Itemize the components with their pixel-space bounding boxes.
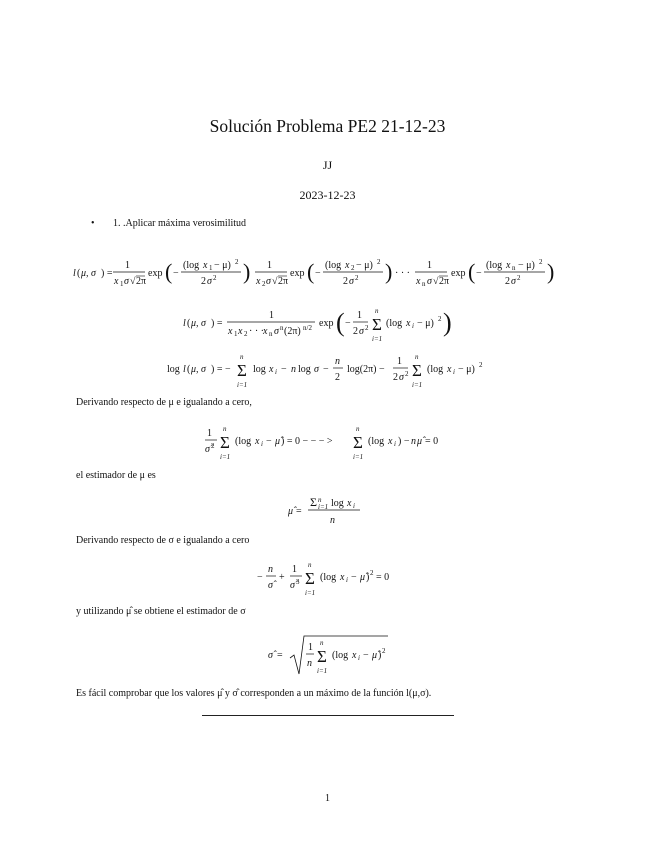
- svg-text:1: 1: [291, 564, 297, 575]
- svg-text:σ: σ: [426, 276, 432, 287]
- svg-text:1: 1: [396, 356, 402, 367]
- svg-text:2: 2: [210, 442, 214, 450]
- svg-text:2: 2: [437, 315, 441, 323]
- svg-text:μ, σ: μ, σ: [190, 318, 206, 329]
- svg-text:): ): [365, 572, 369, 583]
- svg-text:x: x: [351, 650, 356, 661]
- svg-text:(: (: [164, 259, 172, 284]
- svg-text:Σ: Σ: [316, 647, 327, 666]
- svg-text:· · ·: · · ·: [394, 268, 410, 279]
- document-author: JJ: [322, 158, 333, 172]
- svg-text:1: 1: [266, 260, 272, 271]
- svg-text:(: (: [306, 259, 314, 284]
- svg-text:) = −: ) = −: [210, 364, 231, 375]
- svg-text:(log: (log: [331, 650, 348, 661]
- svg-text:i=1: i=1: [411, 381, 422, 389]
- svg-text:σ: σ: [265, 276, 271, 287]
- svg-text:1: 1: [206, 428, 212, 439]
- svg-text:2π: 2π: [277, 276, 288, 287]
- svg-text:2: 2: [376, 258, 380, 266]
- svg-text:x: x: [227, 326, 232, 337]
- svg-text:): ): [546, 259, 554, 284]
- svg-text:n: n: [355, 425, 359, 433]
- svg-text:2: 2: [364, 324, 368, 332]
- svg-text:σ: σ: [358, 326, 364, 337]
- svg-text:= 0: = 0: [424, 436, 438, 447]
- svg-text:(log: (log: [426, 364, 443, 375]
- svg-text:1: 1: [119, 280, 123, 288]
- svg-text:l: l: [182, 364, 186, 375]
- svg-text:−: −: [475, 268, 482, 279]
- svg-text:2: 2: [478, 361, 482, 369]
- equation-mu-hat: [0, 494, 655, 528]
- svg-text:n: n: [290, 364, 296, 375]
- svg-text:): ): [242, 259, 250, 284]
- svg-text:) −: ) −: [397, 436, 409, 447]
- svg-text:1: 1: [124, 260, 130, 271]
- svg-text:2: 2: [516, 274, 520, 282]
- svg-text:μ̂: μ̂: [359, 572, 365, 583]
- svg-text:√: √: [129, 276, 135, 287]
- svg-text:n: n: [421, 280, 425, 288]
- svg-text:exp: exp: [289, 268, 304, 279]
- svg-text:1: 1: [268, 310, 274, 321]
- svg-text:2: 2: [342, 276, 348, 287]
- svg-text:i: i: [274, 368, 277, 376]
- svg-text:=: =: [276, 650, 283, 661]
- svg-text:− μ): − μ): [517, 260, 535, 271]
- svg-text:n: n: [267, 564, 273, 575]
- svg-text:x: x: [113, 276, 118, 287]
- svg-text:Σ: Σ: [352, 433, 363, 452]
- paragraph-derive-sigma: Derivando respecto de σ e igualando a cero: [76, 535, 250, 546]
- equation-derivative-sigma: [0, 560, 655, 600]
- svg-text:2: 2: [354, 274, 358, 282]
- svg-text:x: x: [405, 318, 410, 329]
- svg-text:x: x: [339, 572, 344, 583]
- svg-text:−: −: [280, 364, 287, 375]
- svg-text:i=1: i=1: [316, 667, 327, 675]
- svg-text:(2π): (2π): [283, 326, 301, 337]
- svg-text:2: 2: [538, 258, 542, 266]
- svg-text:2: 2: [234, 258, 238, 266]
- horizontal-rule: [202, 715, 454, 716]
- svg-text:− μ): − μ): [355, 260, 373, 271]
- svg-text:σ: σ: [273, 326, 279, 337]
- svg-text:Σ: Σ: [309, 495, 317, 509]
- svg-text:l: l: [72, 268, 76, 279]
- svg-text:i=1: i=1: [304, 589, 315, 597]
- svg-text:−: −: [256, 572, 263, 583]
- svg-text:(log: (log: [319, 572, 336, 583]
- paragraph-derive-mu: Derivando respecto de μ e igualando a cero,: [76, 397, 252, 408]
- equation-derivative-mu: [0, 424, 655, 464]
- svg-text:2: 2: [350, 264, 354, 272]
- svg-text:) =: ) =: [210, 318, 222, 329]
- svg-text:i: i: [345, 576, 348, 584]
- svg-text:x: x: [346, 498, 351, 509]
- svg-text:1: 1: [356, 310, 362, 321]
- svg-text:i: i: [260, 440, 263, 448]
- page-number: 1: [325, 793, 330, 804]
- svg-text:− μ): − μ): [457, 364, 475, 375]
- svg-text:σ: σ: [123, 276, 129, 287]
- svg-text:Σ: Σ: [219, 433, 230, 452]
- svg-text:x: x: [237, 326, 242, 337]
- svg-text:= 0: = 0: [375, 572, 389, 583]
- svg-text:1: 1: [233, 330, 237, 338]
- svg-text:2: 2: [352, 326, 358, 337]
- svg-text:n: n: [410, 436, 416, 447]
- svg-text:exp: exp: [450, 268, 465, 279]
- svg-text:2: 2: [334, 372, 340, 383]
- svg-text:(log: (log: [485, 260, 502, 271]
- svg-text:+: +: [278, 572, 285, 583]
- svg-text:Σ: Σ: [304, 569, 315, 588]
- svg-text:(: (: [186, 364, 190, 375]
- svg-text:x: x: [344, 260, 349, 271]
- svg-text:): ): [384, 259, 392, 284]
- svg-text:−: −: [362, 650, 369, 661]
- svg-text:σ: σ: [398, 372, 404, 383]
- svg-text:μ̂: μ̂: [371, 650, 377, 661]
- svg-text:σ̂: σ̂: [267, 650, 273, 661]
- svg-text:1: 1: [307, 642, 313, 653]
- svg-text:3: 3: [295, 578, 299, 586]
- svg-text:σ: σ: [206, 276, 212, 287]
- svg-text:n: n: [317, 496, 321, 504]
- list-item: [91, 218, 246, 229]
- equation-likelihood-compact: [0, 302, 655, 346]
- svg-text:−: −: [344, 318, 351, 329]
- svg-text:x: x: [262, 326, 267, 337]
- svg-text:σ̂: σ̂: [204, 444, 210, 455]
- svg-text:n: n: [222, 425, 226, 433]
- list-item-text: 1. .Aplicar máxima verosimilitud: [113, 218, 247, 229]
- svg-text:2: 2: [243, 330, 247, 338]
- bullet-icon: •: [91, 218, 95, 229]
- document-date: 2023-12-23: [299, 188, 356, 202]
- svg-text:i=1: i=1: [236, 381, 247, 389]
- svg-text:(: (: [76, 268, 80, 279]
- svg-text:2: 2: [212, 274, 216, 282]
- svg-text:n: n: [307, 561, 311, 569]
- svg-text:x: x: [254, 436, 259, 447]
- svg-text:x: x: [268, 364, 273, 375]
- svg-text:x: x: [446, 364, 451, 375]
- svg-text:log: log: [252, 364, 266, 375]
- document-title: Solución Problema PE2 21-12-23: [209, 116, 446, 136]
- svg-text:): ): [442, 308, 452, 337]
- svg-text:σ: σ: [510, 276, 516, 287]
- svg-text:log(2π) −: log(2π) −: [346, 364, 385, 375]
- svg-text:μ̂: μ̂: [416, 436, 422, 447]
- svg-text:n: n: [414, 353, 418, 361]
- svg-text:exp: exp: [318, 318, 333, 329]
- paragraph-estimator-mu: el estimador de μ es: [76, 470, 156, 481]
- svg-text:μ, σ: μ, σ: [80, 268, 96, 279]
- svg-text:Σ: Σ: [411, 361, 422, 380]
- svg-text:i: i: [411, 322, 414, 330]
- svg-text:Σ: Σ: [371, 315, 382, 334]
- svg-text:2π: 2π: [438, 276, 449, 287]
- svg-text:2: 2: [369, 569, 373, 577]
- svg-text:i: i: [393, 440, 396, 448]
- svg-text:σ̂: σ̂: [289, 580, 295, 591]
- svg-text:(log: (log: [367, 436, 384, 447]
- svg-text:2: 2: [200, 276, 206, 287]
- svg-text:μ, σ: μ, σ: [190, 364, 206, 375]
- svg-text:σ: σ: [313, 364, 319, 375]
- svg-text:√: √: [432, 276, 438, 287]
- equation-sigma-hat: [0, 632, 655, 678]
- equation-likelihood-product: [0, 252, 655, 294]
- svg-text:=: =: [295, 506, 302, 517]
- svg-text:−: −: [265, 436, 272, 447]
- svg-text:n: n: [306, 658, 312, 669]
- svg-text:exp: exp: [147, 268, 162, 279]
- svg-text:n: n: [239, 353, 243, 361]
- svg-text:− μ): − μ): [416, 318, 434, 329]
- svg-text:(: (: [335, 308, 345, 337]
- svg-text:(log: (log: [385, 318, 402, 329]
- svg-text:−: −: [314, 268, 321, 279]
- svg-text:log: log: [330, 498, 344, 509]
- svg-text:i=1: i=1: [352, 453, 363, 461]
- svg-text:2: 2: [261, 280, 265, 288]
- svg-text:−: −: [350, 572, 357, 583]
- svg-text:1: 1: [426, 260, 432, 271]
- svg-text:n: n: [334, 356, 340, 367]
- svg-text:): ): [377, 650, 381, 661]
- svg-text:−: −: [172, 268, 179, 279]
- svg-text:√: √: [271, 276, 277, 287]
- svg-text:i=1: i=1: [371, 335, 382, 343]
- svg-text:(log: (log: [324, 260, 341, 271]
- svg-text:(: (: [186, 318, 190, 329]
- equation-log-likelihood: [0, 352, 655, 392]
- svg-text:n: n: [279, 324, 283, 332]
- svg-text:x: x: [202, 260, 207, 271]
- svg-text:n: n: [329, 515, 335, 526]
- svg-text:σ: σ: [348, 276, 354, 287]
- svg-text:i=1: i=1: [317, 503, 328, 511]
- svg-text:(log: (log: [234, 436, 251, 447]
- svg-text:i: i: [352, 502, 355, 510]
- paragraph-conclusion: Es fácil comprobar que los valores μ̂ y σ̂ corresponden a un máximo de la función l(μ,σ).: [76, 688, 432, 699]
- svg-text:x: x: [505, 260, 510, 271]
- svg-text:log: log: [297, 364, 311, 375]
- svg-text:1: 1: [208, 264, 212, 272]
- svg-text:n: n: [268, 330, 272, 338]
- svg-text:2π: 2π: [135, 276, 146, 287]
- svg-text:) =: ) =: [100, 268, 112, 279]
- svg-text:− μ): − μ): [213, 260, 231, 271]
- svg-text:(: (: [467, 259, 475, 284]
- svg-text:−: −: [322, 364, 329, 375]
- svg-text:μ̂: μ̂: [287, 506, 293, 517]
- svg-text:x: x: [255, 276, 260, 287]
- svg-text:μ̂: μ̂: [274, 436, 280, 447]
- svg-text:n/2: n/2: [302, 324, 312, 332]
- svg-text:σ̂: σ̂: [267, 580, 273, 591]
- svg-text:n: n: [511, 264, 515, 272]
- svg-text:i=1: i=1: [219, 453, 230, 461]
- svg-text:log: log: [166, 364, 180, 375]
- svg-text:x: x: [415, 276, 420, 287]
- svg-text:Σ: Σ: [236, 361, 247, 380]
- svg-text:n: n: [319, 639, 323, 647]
- svg-text:) = 0 − − − >: ) = 0 − − − >: [280, 436, 333, 447]
- svg-text:· · ·: · · ·: [248, 326, 264, 337]
- svg-text:2: 2: [381, 647, 385, 655]
- svg-text:x: x: [387, 436, 392, 447]
- svg-text:2: 2: [392, 372, 398, 383]
- svg-text:2: 2: [504, 276, 510, 287]
- svg-text:n: n: [374, 307, 378, 315]
- svg-text:i: i: [452, 368, 455, 376]
- svg-text:i: i: [357, 654, 360, 662]
- svg-text:l: l: [182, 318, 186, 329]
- svg-text:2: 2: [404, 370, 408, 378]
- paragraph-estimator-sigma: y utilizando μ̂ se obtiene el estimador de σ: [76, 606, 246, 617]
- svg-text:(log: (log: [182, 260, 199, 271]
